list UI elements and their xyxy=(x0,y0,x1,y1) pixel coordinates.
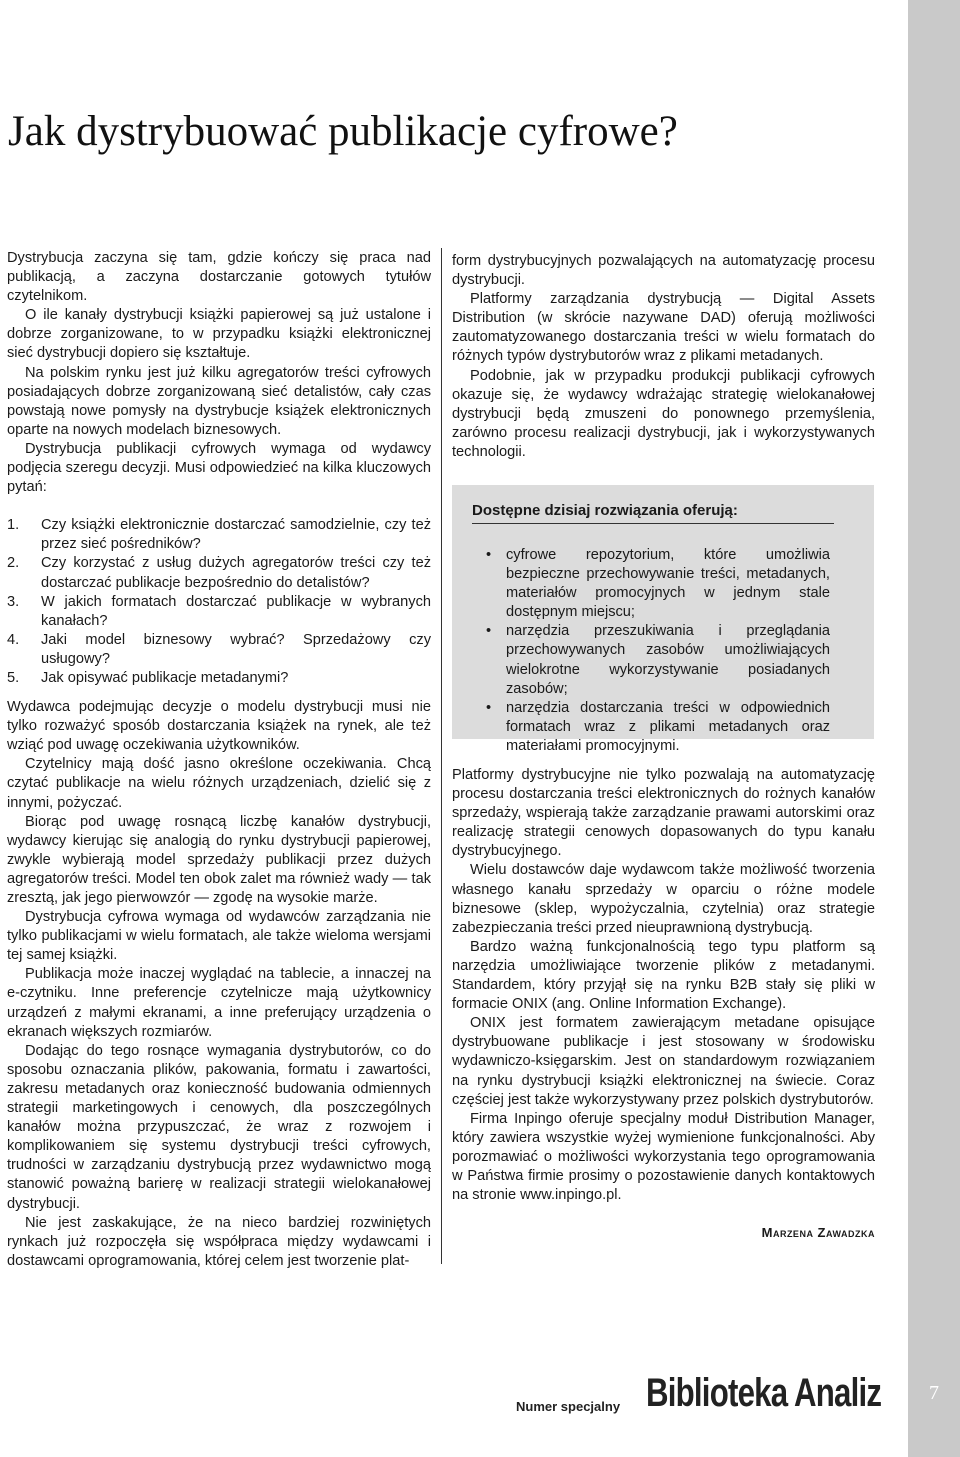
questions-list xyxy=(7,516,431,688)
paragraph: Platformy zarządzania dystrybucją — Digital Assets Distribution (w skrócie nazywane DAD) oferują możliwości zautomatyzowanego dostarczania treści w wielu formatach do różnych typów dystrybutorów wraz z plikami metadanych. xyxy=(452,291,875,365)
paragraph: Firma Inpingo oferuje specjalny moduł Distribution Manager, który zawiera wszystkie wyżej wymienione funkcjonalności. Aby porozmawiać o możliwości wykorzystania tego oprogramowania w Państwa firmie prosimy o pozostawienie danych kontaktowych na stronie www.inpingo.pl. xyxy=(452,1110,875,1204)
right-column-top xyxy=(452,252,875,462)
list-number: 4. xyxy=(7,631,20,648)
list-item xyxy=(7,631,431,669)
footer-label: Numer specjalny xyxy=(516,1399,621,1414)
solutions-box xyxy=(452,485,874,754)
paragraph: Podobnie, jak w przypadku produkcji publikacji cyfrowych okazuje się, że wydawcy wdrażając strategię wielokanałowej dystrybucji będą zmuszeni do ponownego przemyślenia, zarówno procesu realizacji dystrybucji, jak i wykorzystywanych technologii. xyxy=(452,367,875,460)
paragraph: ONIX jest formatem zawierającym metadane opisujące dystrybuowane publikacje i jest stosowany w środowisku wydawniczo-księgarskim. Jest on standardowym rozwiązaniem na rynku dystrybucji książki elektronicznej na świecie. Coraz częściej jest także wykorzystywany przez polskich dystrybutorów. xyxy=(452,1015,875,1108)
paragraph: Nie jest zaskakujące, że na nieco bardziej rozwiniętych rynkach już rozpoczęła się współpraca między wydawcami i dostawcami oprogramowania, której celem jest tworzenie plat- xyxy=(7,1214,431,1269)
paragraph: Dystrybucja zaczyna się tam, gdzie kończy się praca nad publikacją, a zaczyna dostarczanie gotowych tytułów czytelnikom. xyxy=(7,250,431,305)
list-number: 1. xyxy=(7,517,20,534)
paragraph: Dystrybucja publikacji cyfrowych wymaga od wydawcy podjęcia szeregu decyzji. Musi odpowiedzieć na kilka kluczowych pytań: xyxy=(7,440,431,496)
list-number: 2. xyxy=(7,555,20,572)
column-divider xyxy=(441,248,442,1264)
list-item-text: narzędzia przeszukiwania i przeglądania przechowywanych zasobów umożliwiających wielokrotne wykorzystywanie posiadanych zasobów; xyxy=(506,623,830,697)
right-column-bottom xyxy=(452,766,875,1242)
paragraph: Dodając do tego rosnące wymagania dystrybutorów, co do sposobu oznaczania plików, pakowania, formatu i zawartości, zakresu metadanych oraz konieczność budowania odmiennych strategii marketingowych i cenowych, dla poszczególnych kanałów można przypuszczać, że wraz z rozwojem i komplikowaniem się systemu dystrybucji treści cyfrowych, trudności w zarządzaniu dystrybucją przez wydawnictwo mogą stanowić poważną barierę w realizacji strategii wielokanałowej dystrybucji. xyxy=(7,1042,431,1212)
left-column xyxy=(7,249,431,1271)
solutions-list xyxy=(472,546,854,756)
list-item-text: Jaki model biznesowy wybrać? Sprzedażowy czy usługowy? xyxy=(41,631,431,667)
author-signature: Marzena Zawadzka xyxy=(761,1225,875,1241)
article-title: Jak dystrybuować publikacje cyfrowe? xyxy=(8,108,678,155)
paragraph: Dystrybucja cyfrowa wymaga od wydawców zarządzania nie tylko publikacjami w wielu formatach, ale także wieloma wersjami tej samej książki. xyxy=(7,909,431,964)
paragraph: Wielu dostawców daje wydawcom także możliwość tworzenia własnego kanału sprzedaży w oparciu o różne modele biznesowe (sklep, wypożyczalnia, czytelnia) oraz strategie zabezpieczania treści przed nieuprawnioną dystrybucją. xyxy=(452,862,875,936)
footer-brand-logo: Biblioteka Analiz xyxy=(646,1371,882,1415)
sidebar-strip xyxy=(908,0,960,1457)
list-item xyxy=(7,554,431,592)
list-item-text: Czy książki elektronicznie dostarczać samodzielnie, czy też przez sieć pośredników? xyxy=(41,517,431,553)
box-title: Dostępne dzisiaj rozwiązania oferują: xyxy=(472,501,834,524)
list-item xyxy=(7,593,431,631)
paragraph: Wydawca podejmując decyzje o modelu dystrybucji musi nie tylko rozważyć sposób dostarczania książek na rynek, ale też wziąć pod uwagę oczekiwania użytkowników. xyxy=(7,699,431,754)
list-item xyxy=(7,669,431,688)
paragraph: Publikacja może inaczej wyglądać na tablecie, a innaczej na e-czytniku. Inne preferencje czytelnicze mają użytkownicy urządzeń z małymi ekranami, a inne preferujący urządzenia o ekranach większych rozmiarów. xyxy=(7,966,431,1040)
list-number: 3. xyxy=(7,593,20,610)
bullet-icon: • xyxy=(486,699,492,716)
paragraph: Biorąc pod uwagę rosnącą liczbę kanałów dystrybucji, wydawcy kierując się analogią do rynku dystrybucji papierowej, zwykle wybierają model sprzedaży publikacji przez dużych agregatorów treści. Model ten obok zalet ma również wady — tak zresztą, jak jego pierwowzór — zgodę na wysokie marże. xyxy=(7,813,431,906)
paragraph: Czytelnicy mają dość jasno określone oczekiwania. Chcą czytać publikacje na wielu różnych urządzeniach, dzielić się z innymi, pożyczać. xyxy=(7,756,431,811)
paragraph: Platformy dystrybucyjne nie tylko pozwalają na automatyzację procesu dostarczania treści elektronicznych do rożnych kanałów sprzedaży, wspierają także zarządzanie prawami autorskimi oraz realizację strategii cenowych dopasowanych do typu kanału dystrybucyjnego. xyxy=(452,767,875,860)
list-item-text: Czy korzystać z usług dużych agregatorów treści czy też dostarczać publikacje bezpośrednio do detalistów? xyxy=(41,555,431,591)
list-item-text: cyfrowe repozytorium, które umożliwia bezpieczne przechowywanie treści, metadanych, materiałów promocyjnych w jednym stale dostępnym miejscu; xyxy=(506,547,830,621)
list-item-text: W jakich formatach dostarczać publikacje w wybranych kanałach? xyxy=(41,593,431,629)
list-item xyxy=(472,622,830,698)
paragraph: Na polskim rynku jest już kilku agregatorów treści cyfrowych posiadających dobrze zorganizowaną sieć detalistów, cały czas powstają nowe pomysły na dystrybucje książek elektronicznych oparte na nowych modelach biznesowych. xyxy=(7,364,431,438)
paragraph: Bardzo ważną funkcjonalnością tego typu platform są narzędzia umożliwiające tworzenie plików z metadanymi. Standardem, który przyjął się na rynku B2B stały się pliki w formacie ONIX (ang. Online Information Exchange). xyxy=(452,938,875,1013)
list-item-text: Jak opisywać publikacje metadanymi? xyxy=(41,669,289,686)
bullet-icon: • xyxy=(486,623,492,640)
bullet-icon: • xyxy=(486,547,492,563)
list-item xyxy=(472,546,830,622)
paragraph: form dystrybucyjnych pozwalających na automatyzację procesu dystrybucji. xyxy=(452,253,875,289)
paragraph: O ile kanały dystrybucji książki papierowej są już ustalone i dobrze zorganizowane, to w przypadku książki elektronicznej sieć dystrybucji dopiero się kształtuje. xyxy=(7,307,431,362)
list-item xyxy=(7,516,431,554)
list-number: 5. xyxy=(7,669,20,686)
list-item xyxy=(472,699,830,756)
page-number: 7 xyxy=(929,1382,939,1404)
list-item-text: narzędzia dostarczania treści w odpowiednich formatach wraz z plikami metadanych oraz materiałami promocyjnymi. xyxy=(506,699,830,754)
